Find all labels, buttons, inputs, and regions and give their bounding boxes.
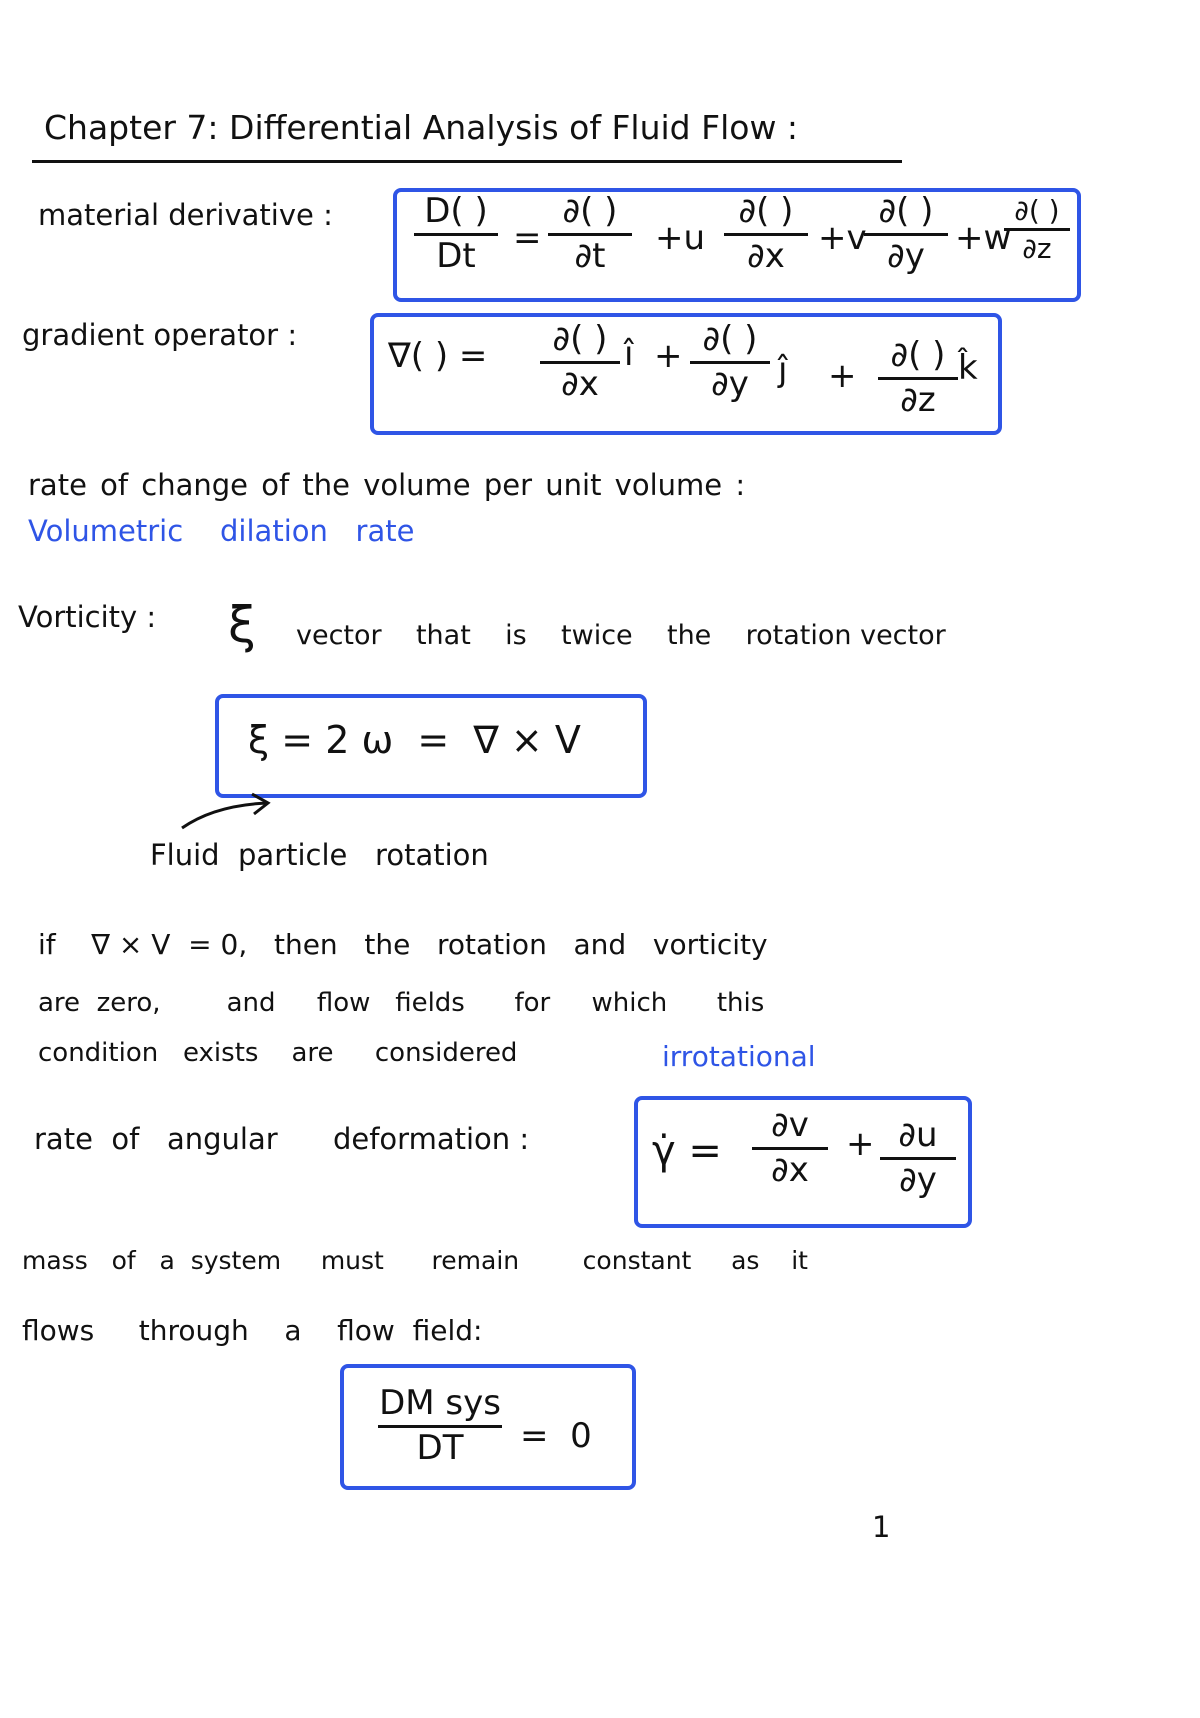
mass-line-1: mass of a system must remain constant as it <box>22 1246 808 1275</box>
irrotational-line-2: are zero, and flow fields for which this <box>38 988 765 1018</box>
material-v-operator: +v <box>818 218 867 258</box>
material-derivative-label: material derivative : <box>38 198 333 232</box>
angular-u-term: ∂u ∂y <box>880 1118 956 1198</box>
angular-plus: + <box>846 1124 875 1164</box>
vorticity-description: vector that is twice the rotation vector <box>296 620 946 651</box>
irrotational-term: irrotational <box>662 1040 816 1073</box>
angular-v-term: ∂v ∂x <box>752 1108 828 1188</box>
material-y-term: ∂( ) ∂y <box>864 194 948 274</box>
mass-fraction: DM sys DT <box>379 1383 501 1468</box>
material-time-term: ∂( ) ∂t <box>548 194 632 274</box>
material-equals: = <box>513 218 542 258</box>
gradient-x-term: ∂( ) ∂x <box>540 322 620 402</box>
gradient-j-hat: ĵ <box>778 350 788 390</box>
gradient-i-hat: î <box>624 334 634 374</box>
gradient-z-term: ∂( ) ∂z <box>878 338 958 418</box>
volumetric-dilation-rate-term: Volumetric dilation rate <box>28 514 415 548</box>
gradient-operator-label: gradient operator : <box>22 318 298 352</box>
vorticity-caption: Fluid particle rotation <box>150 838 489 872</box>
angular-deformation-label: rate of angular deformation : <box>34 1122 530 1156</box>
vorticity-label: Vorticity : <box>18 600 157 634</box>
material-u-operator: +u <box>655 218 706 258</box>
gradient-y-term: ∂( ) ∂y <box>690 322 770 402</box>
gradient-plus-2: + <box>828 356 857 396</box>
mass-rhs: = 0 <box>520 1416 592 1456</box>
gradient-k-hat: k̂ <box>958 348 978 388</box>
irrotational-line-1: if ∇ × V = 0, then the rotation and vorticity <box>38 928 768 961</box>
irrotational-line-3: condition exists are considered <box>38 1038 518 1068</box>
vorticity-formula: ξ = 2 ω = ∇ × V <box>248 718 581 762</box>
gradient-lhs: ∇( ) = <box>388 336 488 376</box>
material-w-operator: +w <box>955 218 1012 258</box>
page-title: Chapter 7: Differential Analysis of Fluid Flow : <box>44 108 799 147</box>
gradient-plus-1: + <box>654 336 683 376</box>
material-x-term: ∂( ) ∂x <box>724 194 808 274</box>
page-number: 1 <box>872 1510 891 1544</box>
material-z-term: ∂( ) ∂z <box>1004 196 1070 264</box>
vorticity-symbol: ξ <box>228 596 256 654</box>
volumetric-description: rate of change of the volume per unit volume : <box>28 468 746 502</box>
angular-lhs: γ̇ = <box>652 1128 722 1174</box>
mass-line-2: flows through a flow field: <box>22 1314 483 1347</box>
material-lhs-fraction: D( ) Dt <box>414 194 498 274</box>
